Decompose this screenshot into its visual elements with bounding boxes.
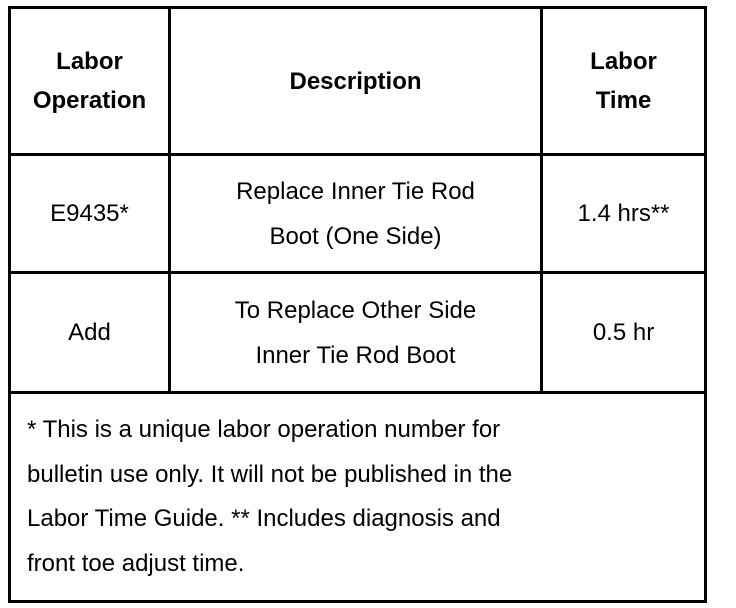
labor-operation-cell: [10, 273, 170, 393]
header-labor-operation: [10, 8, 170, 155]
description-cell: [170, 155, 542, 273]
labor-operation-code: E9435*: [50, 200, 129, 227]
footnote-line: bulletin use only. It will not be published in the: [27, 460, 513, 488]
labor-operation-code: Add: [68, 319, 111, 346]
description-line2: Inner Tie Rod Boot: [255, 341, 456, 369]
header-labor-operation-line1: Labor: [56, 48, 123, 75]
table-row: [10, 273, 706, 393]
labor-time-table: [8, 6, 707, 603]
description-line1: Replace Inner Tie Rod: [236, 177, 475, 205]
labor-time-cell: [542, 273, 706, 393]
footnote-line: front toe adjust time.: [27, 549, 245, 577]
header-description-label: Description: [289, 67, 422, 95]
labor-time-cell: [542, 155, 706, 273]
labor-time-value: 1.4 hrs**: [577, 200, 670, 227]
description-line1: To Replace Other Side: [234, 296, 477, 324]
description-line2: Boot (One Side): [269, 222, 442, 250]
header-labor-time-line2: Time: [595, 87, 652, 114]
header-labor-time: [542, 8, 706, 155]
labor-operation-cell: [10, 155, 170, 273]
footnote-line: * This is a unique labor operation number for: [27, 416, 501, 443]
footnote-row: [10, 393, 706, 602]
header-labor-time-line1: Labor: [590, 48, 657, 75]
footnote-cell: [10, 393, 706, 602]
footnote-line: Labor Time Guide. ** Includes diagnosis and: [27, 505, 501, 532]
header-description: [170, 8, 542, 155]
labor-time-value: 0.5 hr: [592, 319, 655, 346]
description-cell: [170, 273, 542, 393]
table-row: [10, 155, 706, 273]
table-header-row: [10, 8, 706, 155]
header-labor-operation-line2: Operation: [32, 87, 147, 114]
